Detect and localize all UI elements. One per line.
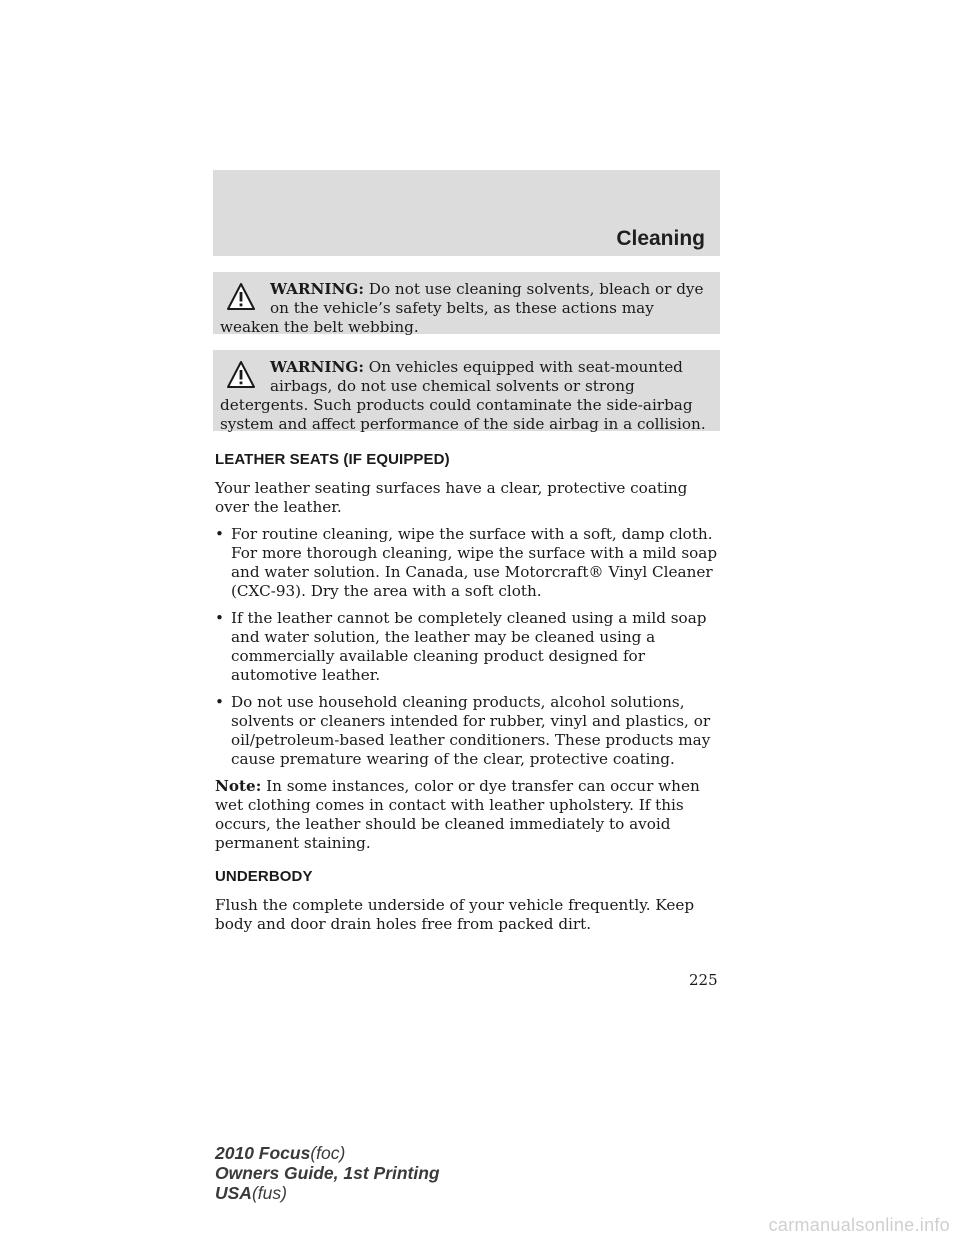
footer-model: 2010 Focus [215,1143,311,1163]
list-item-text: For routine cleaning, wipe the surface with a soft, damp cloth. For more thorough cleaning, wipe the surface with a mild soap and water solution. In Canada, use Motorcraft® Vinyl Cleaner (CXC-93). Dry the area with a soft cloth. [231,525,718,600]
document-footer [215,1143,440,1203]
footer-line-1 [215,1143,440,1163]
footer-market: USA [215,1183,252,1203]
note-text: In some instances, color or dye transfer can occur when wet clothing comes in contact with leather upholstery. If this occurs, the leather should be cleaned immediately to avoid permanent staining. [215,777,700,852]
bullet: • [215,693,224,711]
list-item [215,609,720,685]
warning-text: On vehicles equipped with seat-mounted airbags, do not use chemical solvents or strong detergents. Such products could contaminate the side-airbag system and affect performance of the side airbag in a collision. [220,358,706,433]
list-item [215,525,720,601]
watermark: carmanualsonline.info [768,1215,950,1235]
bullet: • [215,609,224,627]
underbody-heading: UNDERBODY [215,868,313,885]
bullet: • [215,525,224,543]
footer-model-code: (foc) [310,1143,346,1163]
warning-label: WARNING: [270,280,364,298]
leather-seats-heading: LEATHER SEATS (IF EQUIPPED) [215,451,450,468]
section-header-band [213,170,720,256]
underbody-text: Flush the complete underside of your vehicle frequently. Keep body and door drain holes free from packed dirt. [215,896,695,933]
page-number: 225 [689,971,718,989]
warning-text: Do not use cleaning solvents, bleach or dye on the vehicle’s safety belts, as these actions may weaken the belt webbing. [220,280,704,336]
warning-triangle-icon [226,360,256,390]
leather-intro: Your leather seating surfaces have a clear, protective coating over the leather. [215,479,688,516]
warning-label: WARNING: [270,358,364,376]
footer-line-2: Owners Guide, 1st Printing [215,1163,440,1183]
section-title: Cleaning [616,227,705,250]
warning-triangle-icon [226,282,256,312]
footer-line-3 [215,1183,440,1203]
main-content [215,450,720,942]
list-item-text: Do not use household cleaning products, alcohol solutions, solvents or cleaners intended for rubber, vinyl and plastics, or oil/petroleum-based leather conditioners. These products may cause premature wearing of the clear, protective coating. [231,693,711,768]
warning-box-airbags [213,350,720,431]
list-item-text: If the leather cannot be completely cleaned using a mild soap and water solution, the leather may be cleaned using a commercially available cleaning product designed for automotive leather. [231,609,707,684]
warning-box-safety-belts [213,272,720,334]
footer-market-code: (fus) [251,1183,287,1203]
list-item [215,693,720,769]
note-label: Note: [215,777,262,795]
leather-bullet-list [215,525,720,769]
leather-note [215,777,720,853]
